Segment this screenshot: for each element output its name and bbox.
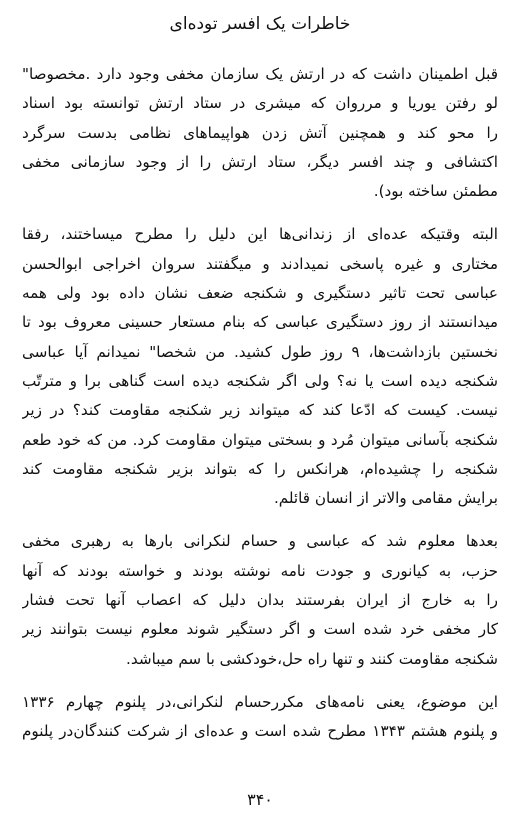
- text-line: نخستین بازداشت‌ها، ۹ روز طول کشید. من شخصا" نمیدانم آیا عباسی: [22, 342, 498, 361]
- text-line: مطمئن ساخته بود).: [373, 182, 498, 201]
- paragraph-4: [22, 688, 498, 747]
- text-line: مختاری و غیره پاسخی نمیدادند و میگفتند سروان اخراجی ابوالحسن: [22, 254, 498, 273]
- text-line: قبل اطمینان داشت که در ارتش یک سازمان مخفی وجود دارد .مخصوصا": [22, 65, 498, 83]
- text-line: شکنجه بآسانی میتوان مُرد و بسختی میتوان مقاومت کرد. من که خود طعم: [22, 430, 498, 449]
- running-header: خاطرات یک افسر توده‌ای: [169, 14, 351, 34]
- text-line: البته وقتیکه عده‌ای از زندانی‌ها این دلیل را مطرح میساختند، رفقا: [22, 225, 498, 244]
- text-line: بعدها معلوم شد که عباسی و حسام لنکرانی بارها به رهبری مخفی: [22, 532, 498, 551]
- text-line: عباسی تحت تاثیر دستگیری و شکنجه ضعف نشان داده بود ولی همه: [22, 284, 498, 303]
- text-line: حزب، به کیانوری و جودت نامه نوشته بودند و خواسته بودند که آنها: [22, 561, 498, 580]
- text-line: نیست. کیست که ادّعا کند که میتواند زیر شکنجه مقاومت کند؟ در زیر: [22, 401, 498, 420]
- text-line: کار مخفی خرد شده است و اگر دستگیر شوند معلوم نیست بتوانند زیر: [22, 620, 498, 639]
- text-line: لو رفتن یوریا و مرروان که میشری در ستاد ارتش توانسته بود اسناد: [22, 94, 498, 113]
- text-line: این موضوع، یعنی نامه‌های مکرر‌حسام لنکرانی،در پلنوم چهارم ۱۳۳۶: [22, 692, 498, 711]
- paragraph-2: [22, 220, 498, 513]
- text-line: و پلنوم هشتم ۱۳۴۳ مطرح شده است و عده‌ای از شرکت کنندگان‌در پلنوم: [22, 722, 498, 741]
- text-line: شکنجه مقاومت کنند و تنها راه حل،خودکشی با سم میباشد.: [126, 649, 498, 668]
- page-body: [22, 60, 498, 747]
- text-line: را به خارج از ایران بفرستند بدان دلیل که اعصاب آنها تحت فشار: [22, 591, 498, 610]
- page-number: ۳۴۰: [247, 790, 273, 809]
- text-line: برایش مقامی والاتر از انسان قائلم.: [273, 489, 498, 508]
- text-line: شکنجه دیده است یا نه؟ ولی اگر شکنجه دیده است گناهی برا و مترتّب: [22, 371, 498, 390]
- paragraph-gap: [22, 674, 498, 688]
- text-line: میدانستند از روز دستگیری عباسی که بنام مستعار حسینی معروف بود تا: [22, 313, 498, 332]
- paragraph-gap: [22, 206, 498, 220]
- paragraph-3: [22, 527, 498, 673]
- text-line: شکنجه را چشیده‌ام، هرانکس را که بتواند بزیر شکنجه مقاومت کند: [22, 459, 498, 478]
- paragraph-1: [22, 60, 498, 206]
- paragraph-gap: [22, 513, 498, 527]
- text-line: را محو کند و همچنین آتش زدن هواپیماهای نظامی بدست سرگرد: [22, 123, 498, 142]
- text-line: اکتشافی و چند افسر دیگر، ستاد ارتش را از وجود سازمانی مخفی: [22, 152, 498, 171]
